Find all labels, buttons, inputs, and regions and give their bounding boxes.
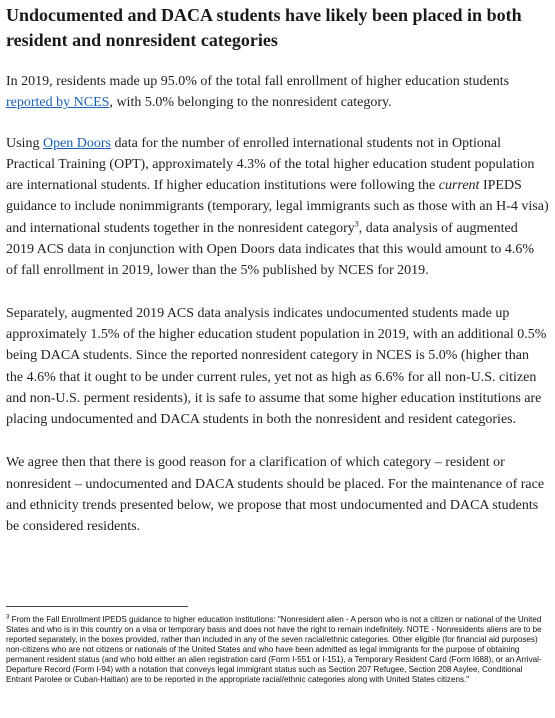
footnote-divider xyxy=(6,606,188,607)
paragraph-2-text-middle: data for the number of enrolled international students not in Optional Practical Training (OPT), approximately 4.3% of the total higher education student population are international students. If higher education institutions were following the xyxy=(6,135,535,194)
paragraph-2 xyxy=(6,133,549,282)
paragraph-2-text-after-emphasis: IPEDS guidance to include nonimmigrants (temporary, legal immigrants such as those with an H-4 visa) and international students together in the nonresident category xyxy=(6,178,549,236)
open-doors-link[interactable]: Open Doors xyxy=(42,135,111,151)
paragraph-3: Separately, augmented 2019 ACS data analysis indicates undocumented students made up approximately 1.5% of the higher education student population in 2019, with an additional 0.5% being DACA students. Since the reported nonresident category in NCES is 5.0% (higher than the 4.6% that it ought to be under current rules, yet not as high as 6.6% for all non-U.S. citizen and non-U.S. perment residents), it is safe to assume that some higher education institutions are placing undocumented and DACA students in both the nonresident and resident categories. xyxy=(6,305,547,428)
paragraph-4: We agree then that there is good reason for a clarification of which category – resident or nonresident – undocumented and DACA students should be placed. For the maintenance of race and ethnicity trends presented below, we propose that most undocumented and DACA students be considered residents. xyxy=(6,455,545,535)
paragraph-1 xyxy=(6,71,549,114)
current-emphasis: current xyxy=(438,178,480,194)
paragraph-1-text-end: , with 5.0% belonging to the nonresident category. xyxy=(109,95,392,111)
document-body xyxy=(6,0,549,538)
footnote-reference[interactable]: 3 xyxy=(354,219,359,229)
footnote xyxy=(6,615,549,685)
paragraph-1-text-start: In 2019, residents made up 95.0% of the total fall enrollment of higher education students xyxy=(6,74,510,89)
footnote-marker: 3 xyxy=(6,614,10,621)
paragraph-2-text-start: Using xyxy=(6,135,43,151)
paragraph-2-text-end: , data analysis of augmented 2019 ACS data in conjunction with Open Doors data indicates that this would amount to 4.6% of fall enrollment in 2019, lower than the 5% published by NCES for 2019. xyxy=(6,220,535,279)
section-heading: Undocumented and DACA students have likely been placed in both resident and nonresident categories xyxy=(6,5,522,50)
footnote-text: From the Fall Enrollment IPEDS guidance to higher education institutions: "Nonresident alien - A person who is not a citizen or national of the United States and who is in this country on a visa or temporary basis and does not have the right to remain indefinitely. NOTE - Nonresidents aliens are to be reported separately, in the boxes provided, rather than included in any of the seven racial/ethnic categories. Other eligible (for financial aid purposes) non-citizens who are not citizens or nationals of the United States and who have been admitted as legal immigrants for the purpose of obtaining permanent resident status (and who hold either an alien registration card (Form I-551 or I-151), a Temporary Resident Card (Form I688), or an Arrival-Departure Record (Form I-94) with a notation that conveys legal immigrant status such as Section 207 Refugee, Section 208 Asylee, Conditional Entrant Parolee or Cuban-Haitian) are to be reported in the appropriate racial/ethnic categories along with United States citizens." xyxy=(6,615,542,684)
nces-link[interactable]: reported by NCES xyxy=(6,95,110,111)
